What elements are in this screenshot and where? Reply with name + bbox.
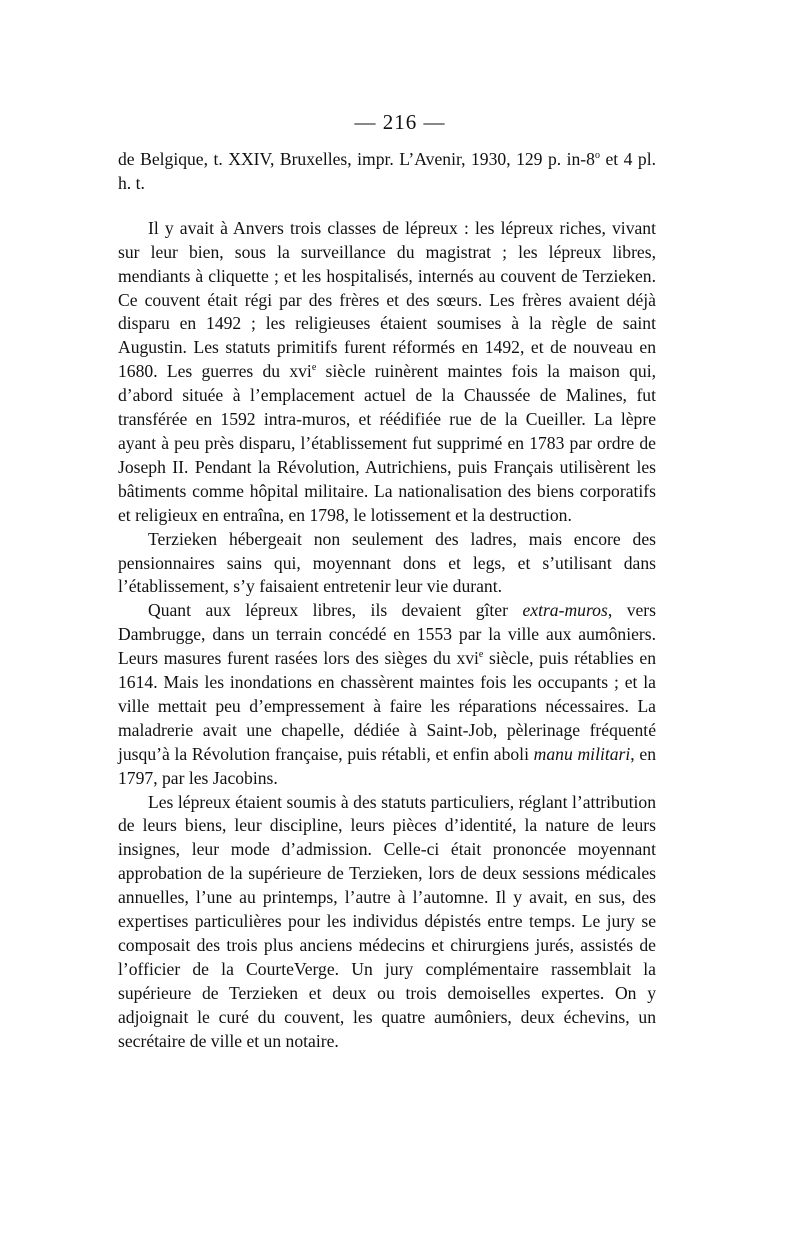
text-segment: , en 1797, par les Jacobins. [118, 743, 656, 788]
text-segment: siècle, puis rétablies en 1614. Mais les inondations en chassèrent maintes fois les occupants ; et la ville mettait peu d’empressement à faire les réparations nécessaires. La maladrerie avait une chapelle, dédiée à Saint-Job, pèlerinage fréquenté jusqu’à la Révolution française, puis rétabli, et enfin aboli [118, 648, 656, 764]
text-segment: , vers Dambrugge, dans un terrain concédé en 1553 par la ville aux aumôniers. Leurs masures furent rasées lors des sièges du [118, 600, 657, 669]
text-segment: Terzieken hébergeait non seulement des ladres, mais encore des pensionnaires sains qui, moyennant dons et legs, et s’utilisant dans l’établissement, s’y faisaient entretenir leur vie durant. [118, 528, 656, 597]
century-numeral: xvi [289, 361, 312, 382]
paragraph-statutes [118, 791, 656, 1054]
superscript-segment: e [311, 362, 317, 374]
paragraph-pensioners [118, 528, 656, 600]
paragraph-free-lepers [118, 599, 656, 790]
text-segment: siècle ruinèrent maintes fois la maison qui, d’abord située à l’emplacement actuel de la Chaussée de Malines, fut transférée en 1592 intra-muros, et réédifiée rue de la Cueiller. La lèpre ayant à peu près disparu, l’établissement fut supprimé en 1783 par ordre de Joseph II. Pendant la Révolution, Autrichiens, puis Français utilisèrent les bâtiments comme hôpital militaire. La nationalisation des biens corporatifs et religieux en entraîna, en 1798, le lotissement et la destruction. [118, 361, 657, 525]
superscript-segment: o [594, 150, 600, 162]
text-segment: et 4 pl. h. t. [118, 149, 656, 193]
body-text [118, 148, 656, 1054]
paragraph-leper-classes [118, 217, 656, 528]
italic-term: manu militari [533, 743, 631, 764]
text-segment: Quant aux lépreux libres, ils devaient gîter [148, 600, 523, 621]
century-numeral: xvi [456, 648, 479, 669]
superscript-segment: e [478, 649, 484, 661]
text-segment: de Belgique, t. XXIV, Bruxelles, impr. L’Avenir, 1930, 129 p. in-8 [118, 149, 595, 169]
bibliographic-reference [118, 148, 656, 196]
text-segment: Les lépreux étaient soumis à des statuts particuliers, réglant l’attribution de leurs biens, leur discipline, leurs pièces d’identité, la nature de leurs insignes, leur mode d’admission. Celle-ci était prononcée moyennant approbation de la supérieure de Terzieken, lors de deux sessions médicales annuelles, l’une au printemps, l’autre à l’automne. Il y avait, en sus, des expertises particulières pour les individus dépistés entre temps. Le jury se composait des trois plus anciens médecins et chirurgiens jurés, assistés de l’officier de la CourteVerge. Un jury complémentaire rassemblait la supérieure de Terzieken et deux ou trois demoiselles expertes. On y adjoignait le curé du couvent, les quatre aumôniers, deux échevins, un secrétaire de ville et un notaire. [118, 791, 656, 1051]
text-segment: Il y avait à Anvers trois classes de lépreux : les lépreux riches, vivant sur leur bien, sous la surveillance du magistrat ; les lépreux libres, mendiants à cliquette ; et les hospitalisés, internés au couvent de Terzieken. Ce couvent était régi par des frères et des sœurs. Les frères avaient déjà disparu en 1492 ; les religieuses étaient soumises à la règle de saint Augustin. Les statuts primitifs furent réformés en 1492, et de nouveau en 1680. Les guerres du [118, 217, 656, 382]
italic-term: extra-muros [522, 600, 608, 621]
page-number: — 216 — [354, 110, 446, 134]
